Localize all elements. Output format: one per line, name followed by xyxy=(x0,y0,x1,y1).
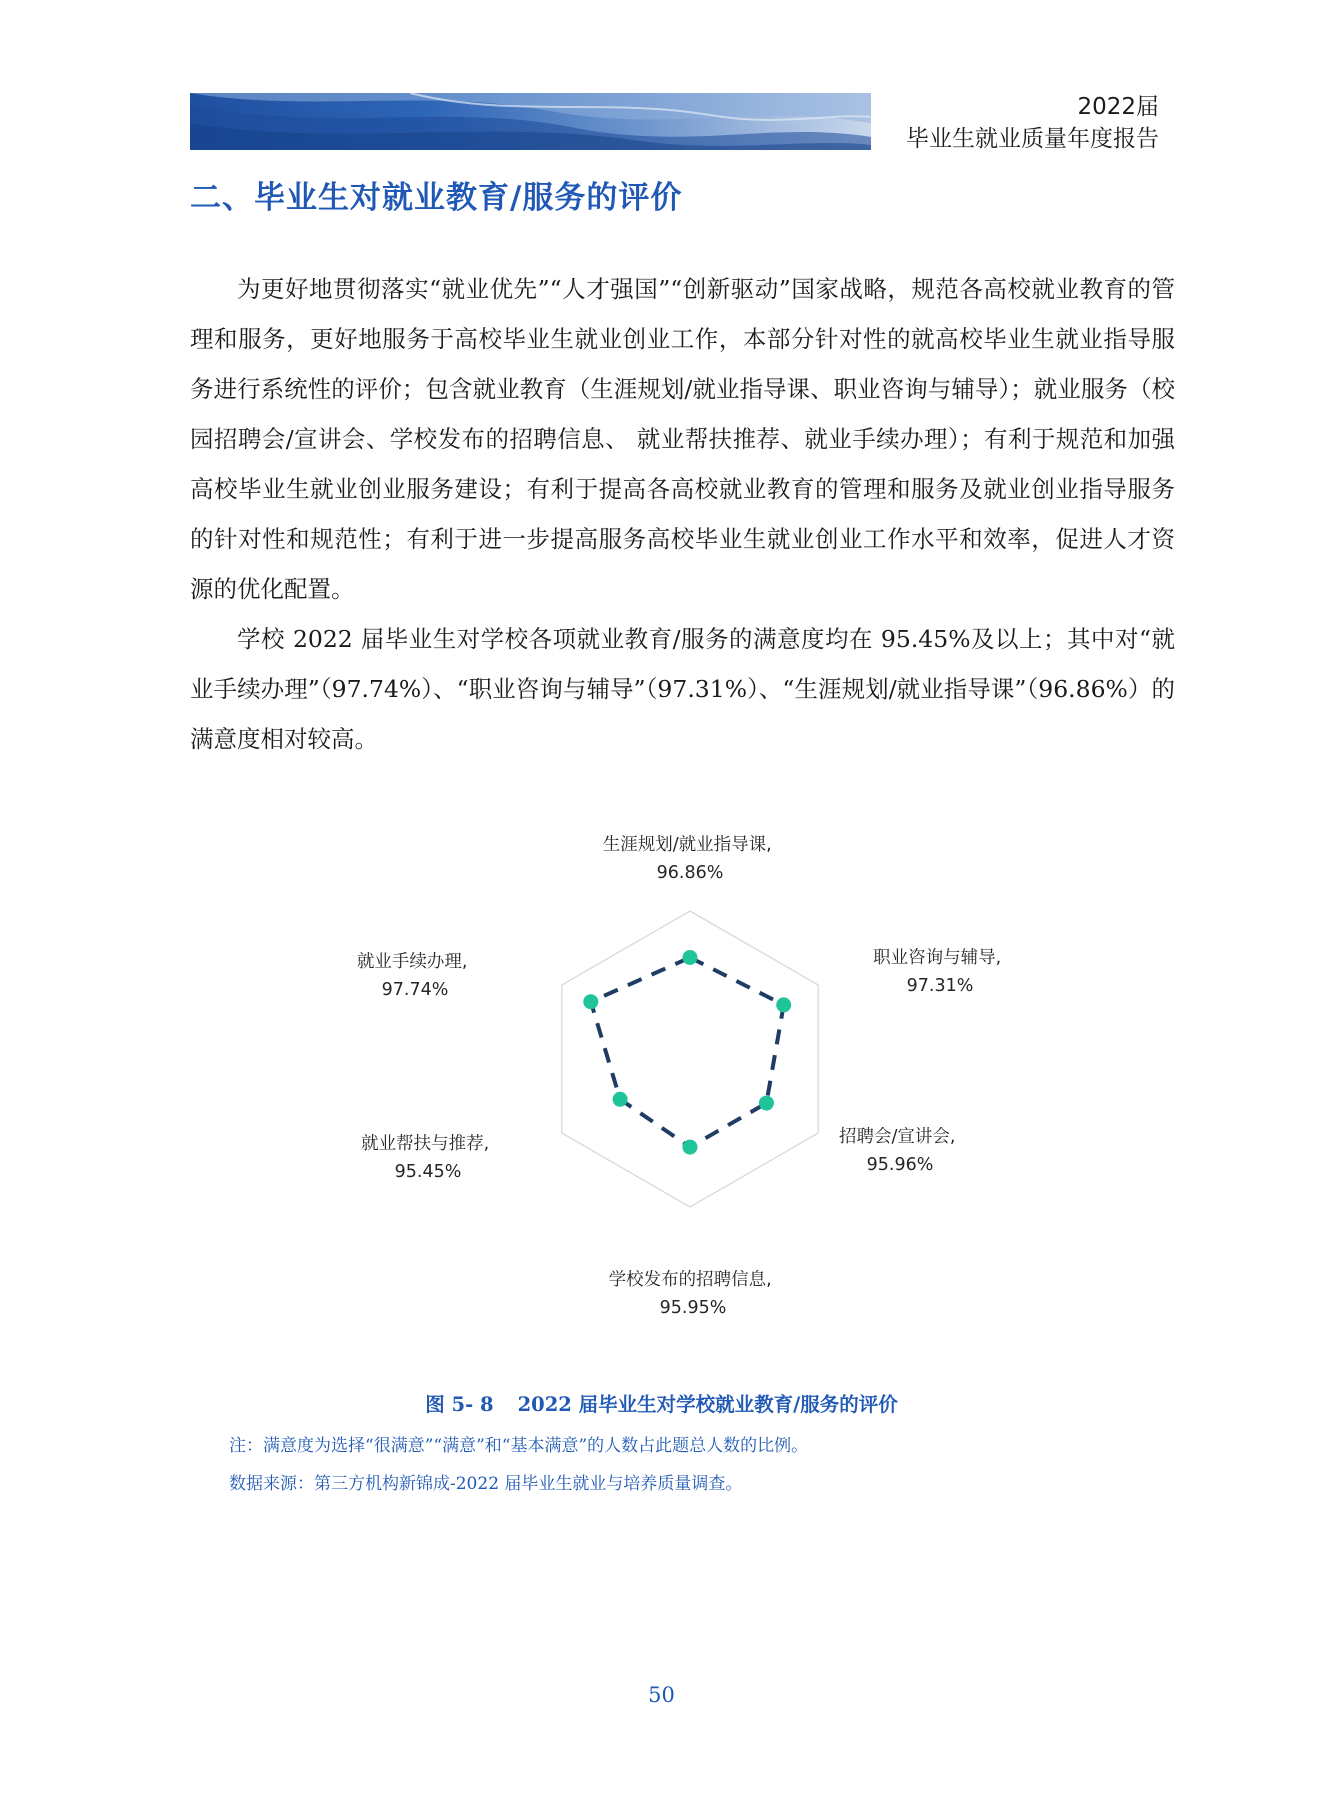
radar-markers-group xyxy=(583,950,791,1155)
label-recruitment-info-name: 学校发布的招聘信息, xyxy=(608,1270,772,1290)
paragraph-intro: 为更好地贯彻落实“就业优先”“人才强国”“创新驱动”国家战略，规范各高校就业教育的管理和服务，更好地服务于高校毕业生就业创业工作，本部分针对性的就高校毕业生就业指导服务进行系统性的评价；包含就业教育（生涯规划/就业指导课、职业咨询与辅导）；就业服务（校园招聘会/宣讲会、学校发布的招聘信息、 就业帮扶推荐、就业手续办理）；有利于规范和加强高校毕业生就业创业服务建设；有利于提高各高校就业教育的管理和服务及就业创业指导服务的针对性和规范性；有利于进一步提高服务高校毕业生就业创业工作水平和效率，促进人才资源的优化配置。 xyxy=(190,275,1175,603)
header-banner xyxy=(190,93,871,150)
category-labels-group xyxy=(357,834,1007,1318)
banner-wave-graphic xyxy=(190,93,871,150)
figure-number: 图 5- 8 xyxy=(425,1393,494,1416)
radar-point-2 xyxy=(759,1096,774,1111)
label-job-fair xyxy=(839,1126,961,1175)
label-employment-procedures-name: 就业手续办理, xyxy=(356,952,468,972)
figure-note: 注：满意度为选择“很满意”“满意”和“基本满意”的人数占此题总人数的比例。 xyxy=(229,1436,809,1456)
running-header xyxy=(906,92,1159,156)
label-employment-assistance xyxy=(361,1134,495,1182)
radar-point-0 xyxy=(683,950,698,965)
label-recruitment-info xyxy=(609,1269,778,1318)
label-job-fair-name: 招聘会/宣讲会, xyxy=(838,1127,956,1147)
label-employment-assistance-name: 就业帮扶与推荐, xyxy=(361,1134,490,1154)
figure-title: 2022 届毕业生对学校就业教育/服务的评价 xyxy=(517,1393,898,1416)
label-career-consulting-value: 97.31% xyxy=(906,976,974,996)
label-employment-procedures xyxy=(357,952,473,1000)
header-divider xyxy=(871,93,873,150)
radar-point-4 xyxy=(613,1092,628,1107)
label-employment-assistance-value: 95.45% xyxy=(394,1162,462,1182)
label-employment-procedures-value: 97.74% xyxy=(381,980,449,1000)
paragraph-summary: 学校 2022 届毕业生对学校各项就业教育/服务的满意度均在 95.45%及以上；其中对“就业手续办理”（97.74%）、“职业咨询与辅导”（97.31%）、“生涯规划/就业指导课”（96.86%）的满意度相对较高。 xyxy=(190,625,1175,753)
label-recruitment-info-value: 95.95% xyxy=(659,1298,727,1318)
radar-point-1 xyxy=(776,997,791,1012)
radar-series-group xyxy=(591,958,784,1148)
page-number: 50 xyxy=(648,1683,675,1707)
label-career-planning-course xyxy=(603,834,778,883)
header-report-title: 毕业生就业质量年度报告 xyxy=(906,126,1159,152)
label-career-planning-course-name: 生涯规划/就业指导课, xyxy=(602,835,772,855)
section-title: 二、毕业生对就业教育/服务的评价 xyxy=(190,180,683,216)
radar-point-5 xyxy=(583,994,598,1009)
label-career-planning-course-value: 96.86% xyxy=(656,863,724,883)
data-source-note: 数据来源：第三方机构新锦成-2022 届毕业生就业与培养质量调查。 xyxy=(229,1474,743,1494)
radar-series-line xyxy=(591,958,784,1148)
radar-point-3 xyxy=(683,1140,698,1155)
radar-chart xyxy=(300,820,1060,1340)
body-text xyxy=(190,264,1175,764)
figure-caption xyxy=(0,1389,1323,1417)
label-career-consulting xyxy=(873,948,1007,996)
label-career-consulting-name: 职业咨询与辅导, xyxy=(873,948,1002,968)
label-job-fair-value: 95.96% xyxy=(866,1155,934,1175)
radar-chart-svg xyxy=(300,820,1060,1340)
header-year: 2022届 xyxy=(1077,94,1159,120)
